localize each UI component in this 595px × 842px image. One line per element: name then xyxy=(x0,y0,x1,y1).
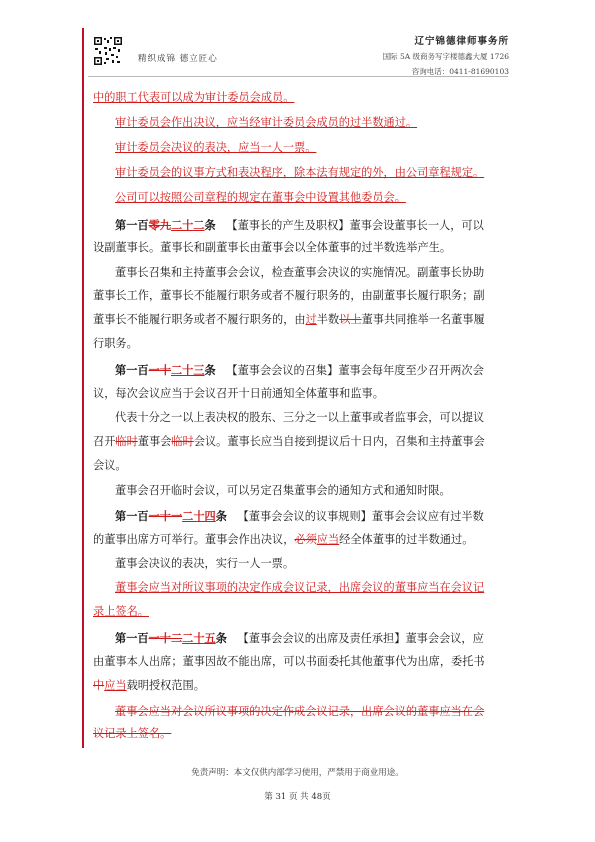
text-line xyxy=(93,676,205,696)
text-run: 董事长不能履行职务或者不履行职务的，由 xyxy=(93,313,306,326)
page-number: 第 31 页 共 48页 xyxy=(264,792,331,802)
text-line: 董事长工作，董事长不能履行职务或者不履行职务的，由副董事长履行职务；副 xyxy=(93,289,485,302)
text-line: 设副董事长。董事长和副董事长由董事会以全体董事的过半数选举产生。 xyxy=(93,241,452,254)
firm-phone: 咨询电话：0411-81690103 xyxy=(411,67,509,76)
text-line: 审计委员会作出决议，应当经审计委员会成员的过半数通过。 xyxy=(115,116,418,129)
article-number: 第一百 xyxy=(115,631,149,645)
text-run: 董事共同推举一名董事履 xyxy=(361,313,485,326)
text-line: 审计委员会的议事方式和表决程序，除本法有规定的外，由公司章程规定。 xyxy=(115,166,485,179)
article-number: 第一百 xyxy=(115,218,149,232)
inserted-text: 过 xyxy=(305,313,317,326)
deleted-text: 中 xyxy=(93,679,105,692)
article-suffix: 条 xyxy=(215,631,227,645)
firm-name: 辽宁锦德律师事务所 xyxy=(414,36,509,47)
left-red-margin-bar xyxy=(82,28,84,748)
text-run: 董事会 xyxy=(137,435,172,448)
text-run: 董事会会议应有过半数 xyxy=(371,510,484,523)
firm-slogan: 精织成锦 德立匠心 xyxy=(138,54,218,64)
text-run: 经全体董事的过半数通过。 xyxy=(339,533,474,546)
text-run: 的董事出席方可举行。董事会作出决议， xyxy=(93,533,295,546)
deleted-text: 临时 xyxy=(115,435,138,448)
qr-code-icon xyxy=(93,36,123,66)
text-line: 议，每次会议应当于会议召开十日前通知全体董事和监事。 xyxy=(93,387,384,400)
footer-disclaimer: 免责声明：本文仅供内部学习使用，严禁用于商业用途。 xyxy=(191,768,404,778)
deleted-text: 一十 xyxy=(148,363,171,377)
article-suffix: 条 xyxy=(204,218,216,232)
text-line: 代表十分之一以上表决权的股东、三分之一以上董事或者监事会，可以提议 xyxy=(115,411,485,424)
text-line: 中的职工代表可以成为审计委员会成员。 xyxy=(93,91,295,104)
article-123-heading xyxy=(115,360,484,380)
article-suffix: 条 xyxy=(215,509,227,523)
text-line: 董事会召开临时会议，可以另定召集董事会的通知方式和通知时限。 xyxy=(115,484,451,497)
text-line: 由董事本人出席；董事因故不能出席，可以书面委托其他董事代为出席，委托书 xyxy=(93,655,485,668)
deleted-text: 一十一 xyxy=(148,509,183,523)
article-title: 【董事长的产生及职权】 xyxy=(226,219,350,232)
deleted-text: 一十二 xyxy=(148,631,183,645)
article-title: 【董事会会议的议事规则】 xyxy=(237,510,372,523)
text-line: 董事长召集和主持董事会会议，检查董事会决议的实施情况。副董事长协助 xyxy=(115,266,485,279)
text-line xyxy=(93,310,485,330)
inserted-text: 二十四 xyxy=(182,509,216,523)
text-line: 审计委员会决议的表决，应当一人一票。 xyxy=(115,141,317,154)
inserted-text: 二十三 xyxy=(170,363,205,377)
text-run: 会议。董事长应当自接到提议后十日内，召集和主持董事会 xyxy=(193,435,485,448)
article-number: 第一百 xyxy=(115,509,149,523)
text-line: 议记录上签名。 xyxy=(93,727,172,740)
article-title: 【董事会会议的召集】 xyxy=(226,364,339,377)
text-line xyxy=(93,530,473,550)
deleted-text: 必须 xyxy=(294,533,317,546)
text-line: 董事会应当对会议所议事项的决定作成会议记录，出席会议的董事应当在会 xyxy=(115,705,485,718)
text-line: 公司可以按照公司章程的规定在董事会中设置其他委员会。 xyxy=(115,191,406,204)
text-run: 半数 xyxy=(316,313,340,326)
article-suffix: 条 xyxy=(204,363,216,377)
text-line: 录上签名。 xyxy=(93,605,149,618)
inserted-text: 应当 xyxy=(316,533,340,546)
text-line: 董事会决议的表决，实行一人一票。 xyxy=(115,557,295,570)
article-title: 【董事会会议的出席及责任承担】 xyxy=(237,632,406,645)
article-124-heading xyxy=(115,506,484,526)
text-line: 行职务。 xyxy=(93,337,138,350)
text-line: 会议。 xyxy=(93,459,127,472)
text-line: 董事会应当对所议事项的决定作成会议记录，出席会议的董事应当在会议记 xyxy=(115,581,485,594)
text-run: 董事会每年度至少召开两次会 xyxy=(338,364,484,377)
text-run: 召开 xyxy=(93,435,116,448)
inserted-text: 应当 xyxy=(104,679,127,692)
deleted-text: 零九 xyxy=(148,218,171,232)
article-number: 第一百 xyxy=(115,363,149,377)
inserted-text: 二十二 xyxy=(170,218,205,232)
text-run: 载明授权范围。 xyxy=(126,679,205,692)
article-125-heading xyxy=(115,628,484,648)
article-122-heading xyxy=(115,215,484,235)
text-line xyxy=(93,432,485,452)
text-run: 董事会会议，应 xyxy=(405,632,484,645)
inserted-text: 二十五 xyxy=(182,631,216,645)
firm-address: 国际 5A 级商务写字楼德鑫大厦 1726 xyxy=(382,52,509,61)
deleted-text: 临时 xyxy=(171,435,194,448)
text-run: 董事会设董事长一人，可以 xyxy=(349,219,484,232)
firm-info xyxy=(383,33,509,77)
header-divider xyxy=(88,76,508,77)
deleted-text: 以上 xyxy=(339,313,362,326)
